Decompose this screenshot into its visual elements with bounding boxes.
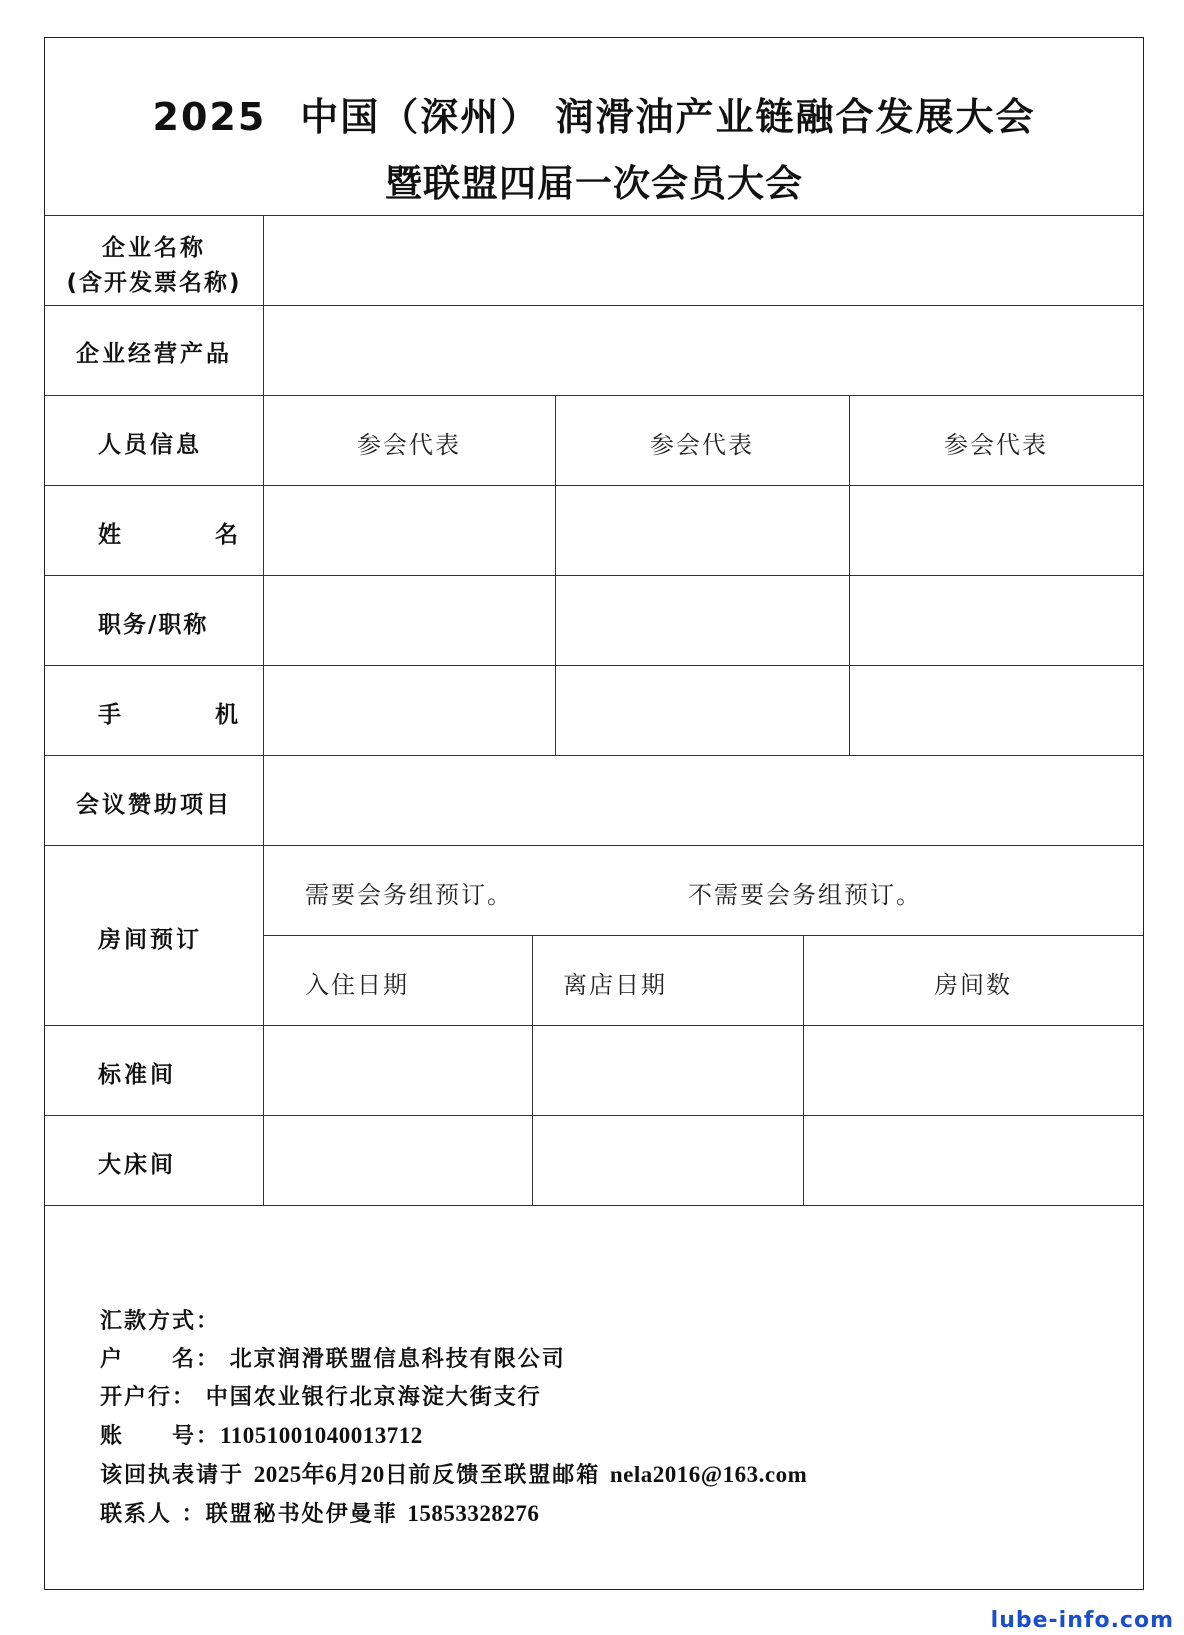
- booking-needed-option: 需要会务组预订。: [305, 881, 513, 909]
- checkin-date-header: 入住日期: [305, 971, 409, 999]
- standard-room-label: 标准间: [98, 1062, 176, 1088]
- grid-line: [45, 395, 1143, 396]
- grid-line: [45, 485, 1143, 486]
- name-label-a: 姓: [98, 522, 124, 548]
- grid-line: [45, 1205, 1143, 1206]
- payment-info: [100, 1303, 807, 1534]
- delegate-header: 参会代表: [944, 431, 1048, 459]
- room-booking-label: 房间预订: [98, 927, 202, 953]
- payment-heading: 汇款方式：: [100, 1309, 221, 1334]
- room-count-header: 房间数: [934, 971, 1012, 999]
- grid-line: [45, 305, 1143, 306]
- king-room-label: 大床间: [98, 1152, 176, 1178]
- delegate-header: 参会代表: [650, 431, 754, 459]
- checkout-date-header: 离店日期: [563, 971, 667, 999]
- grid-line: [45, 845, 1143, 846]
- sponsor-label: 会议赞助项目: [76, 792, 232, 818]
- job-title-label: 职务/职称: [98, 612, 209, 638]
- account-number-line: 账 号：11051001040013712: [100, 1423, 423, 1449]
- bank-line: 开户行： 中国农业银行北京海淀大街支行: [100, 1385, 542, 1410]
- personnel-label: 人员信息: [98, 432, 202, 458]
- name-label-b: 名: [215, 522, 241, 548]
- grid-line: [45, 1115, 1143, 1116]
- watermark: lube-info.com: [990, 1608, 1174, 1633]
- registration-form: [44, 37, 1144, 1590]
- grid-line: [263, 215, 264, 1205]
- grid-line: [45, 575, 1143, 576]
- grid-line: [532, 935, 533, 1205]
- title-line-1: 2025 中国（深州） 润滑油产业链融合发展大会: [152, 95, 1036, 139]
- grid-line: [45, 755, 1143, 756]
- return-deadline-line: 该回执表请于 2025年6月20日前反馈至联盟邮箱 nela2016@163.com: [100, 1462, 808, 1488]
- title-line-2: 暨联盟四届一次会员大会: [385, 162, 803, 205]
- phone-label-b: 机: [215, 702, 241, 728]
- delegate-header: 参会代表: [357, 431, 461, 459]
- company-name-label: 企业名称 (含开发票名称): [66, 235, 242, 296]
- products-label: 企业经营产品: [76, 341, 232, 367]
- grid-line: [45, 215, 1143, 216]
- grid-line: [45, 1025, 1143, 1026]
- contact-line: 联系人 ：联盟秘书处伊曼菲 15853328276: [100, 1501, 540, 1527]
- grid-line: [263, 935, 1143, 936]
- account-name-line: 户 名： 北京润滑联盟信息科技有限公司: [100, 1347, 566, 1372]
- booking-not-needed-option: 不需要会务组预订。: [688, 881, 922, 909]
- phone-label-a: 手: [98, 702, 124, 728]
- grid-line: [45, 665, 1143, 666]
